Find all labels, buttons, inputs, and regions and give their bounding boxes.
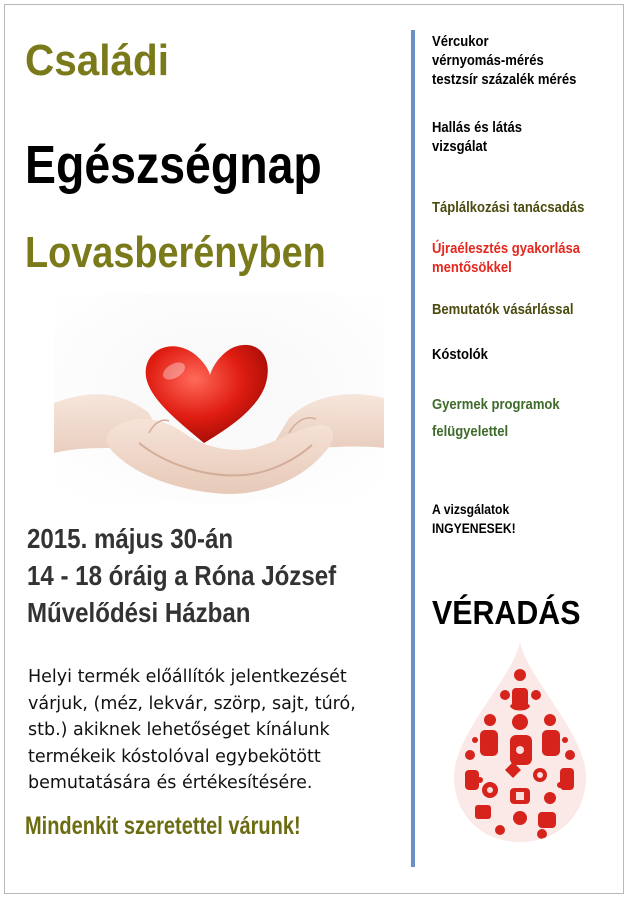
program-hearing-vision xyxy=(432,119,522,157)
column-divider xyxy=(411,30,415,867)
event-venue: Művelődési Házban xyxy=(27,597,251,628)
event-time-place: 14 - 18 óráig a Róna József xyxy=(27,560,337,591)
body-line: bemutatására és értékesítésére. xyxy=(28,773,313,793)
program-line: mentősökkel xyxy=(432,260,512,276)
program-line: Kóstolók xyxy=(432,347,488,363)
hands-heart-image xyxy=(54,293,384,503)
blood-drop-icon xyxy=(450,640,590,844)
program-children xyxy=(432,392,560,446)
program-line: A vizsgálatok xyxy=(432,502,510,517)
title-line-3: Lovasberényben xyxy=(25,228,326,277)
program-line: Újraélesztés gyakorlása xyxy=(432,241,580,257)
body-paragraph xyxy=(28,664,390,797)
title-line-2: Egészségnap xyxy=(25,135,322,195)
body-line: termékeik kóstolóval egybekötött xyxy=(28,746,321,767)
program-resuscitation xyxy=(432,240,580,278)
event-date: 2015. május 30-án xyxy=(27,523,234,554)
program-line: Hallás és látás xyxy=(432,120,522,136)
event-details xyxy=(27,520,397,631)
program-line: Vércukor xyxy=(432,34,489,50)
welcome-line: Mindenkit szeretettel várunk! xyxy=(25,812,301,840)
program-demos xyxy=(432,301,573,320)
title-line-1: Családi xyxy=(25,36,169,85)
program-line: vérnyomás-mérés xyxy=(432,53,544,69)
program-free-exams xyxy=(432,500,516,538)
program-tastings xyxy=(432,346,488,365)
program-line: INGYENESEK! xyxy=(432,521,516,536)
program-line: testzsír százalék mérés xyxy=(432,72,577,88)
program-nutrition xyxy=(432,199,584,218)
body-line: stb.) akiknek lehetőséget kínálunk xyxy=(28,720,330,740)
body-line: Helyi termék előállítók jelentkezését xyxy=(28,667,347,687)
blood-donation-title: VÉRADÁS xyxy=(432,594,581,631)
program-measurements xyxy=(432,33,576,90)
program-line: Gyermek programok xyxy=(432,397,560,413)
program-line: Táplálkozási tanácsadás xyxy=(432,200,585,216)
program-line: vizsgálat xyxy=(432,139,488,155)
program-line: Bemutatók vásárlással xyxy=(432,302,574,318)
program-line: felügyelettel xyxy=(432,424,509,440)
body-line: várjuk, (méz, lekvár, szörp, sajt, túró, xyxy=(28,693,356,714)
